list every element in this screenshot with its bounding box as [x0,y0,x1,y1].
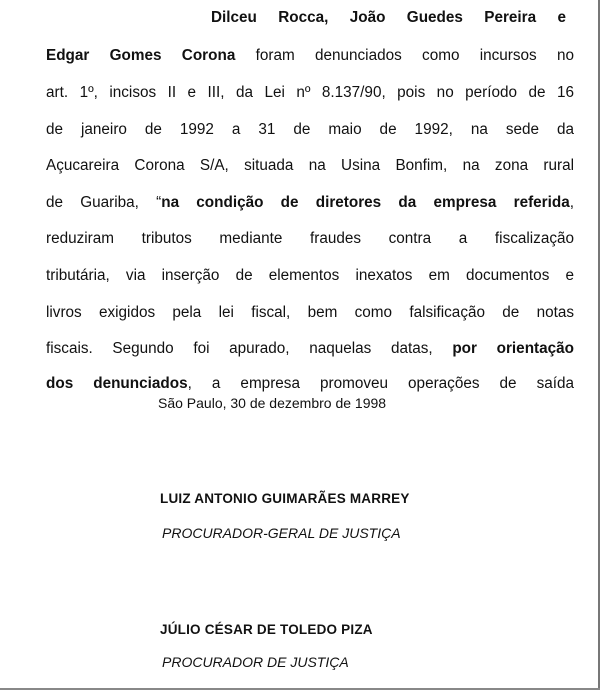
paragraph-line-5: Açucareira Corona S/A, situada na Usina Bonfim, na zona rural [46,157,574,174]
date-line: São Paulo, 30 de dezembro de 1998 [158,395,387,411]
paragraph-line-6: de Guariba, “na condição de diretores da empresa referida, [46,194,574,211]
paragraph-line-3: art. 1º, incisos II e III, da Lei nº 8.137/90, pois no período de 16 [46,84,574,101]
paragraph-line-9: livros exigidos pela lei fiscal, bem como falsificação de notas [46,304,574,321]
paragraph-line-2: Edgar Gomes Corona foram denunciados como incursos no [46,47,574,64]
signatory-role-1: PROCURADOR-GERAL DE JUSTIÇA [162,525,401,541]
signatory-role-2: PROCURADOR DE JUSTIÇA [162,654,349,670]
signatory-name-1: LUIZ ANTONIO GUIMARÃES MARREY [160,491,410,506]
paragraph-line-4: de janeiro de 1992 a 31 de maio de 1992, na sede da [46,121,574,138]
paragraph-line-10: fiscais. Segundo foi apurado, naquelas datas, por orientação [46,340,574,357]
paragraph-line-1: Dilceu Rocca, João Guedes Pereira e [211,9,566,26]
paragraph-line-11: dos denunciados, a empresa promoveu operações de saída [46,375,574,392]
paragraph-line-7: reduziram tributos mediante fraudes contra a fiscalização [46,230,574,247]
paragraph-line-8: tributária, via inserção de elementos inexatos em documentos e [46,267,574,284]
signatory-name-2: JÚLIO CÉSAR DE TOLEDO PIZA [160,622,373,637]
